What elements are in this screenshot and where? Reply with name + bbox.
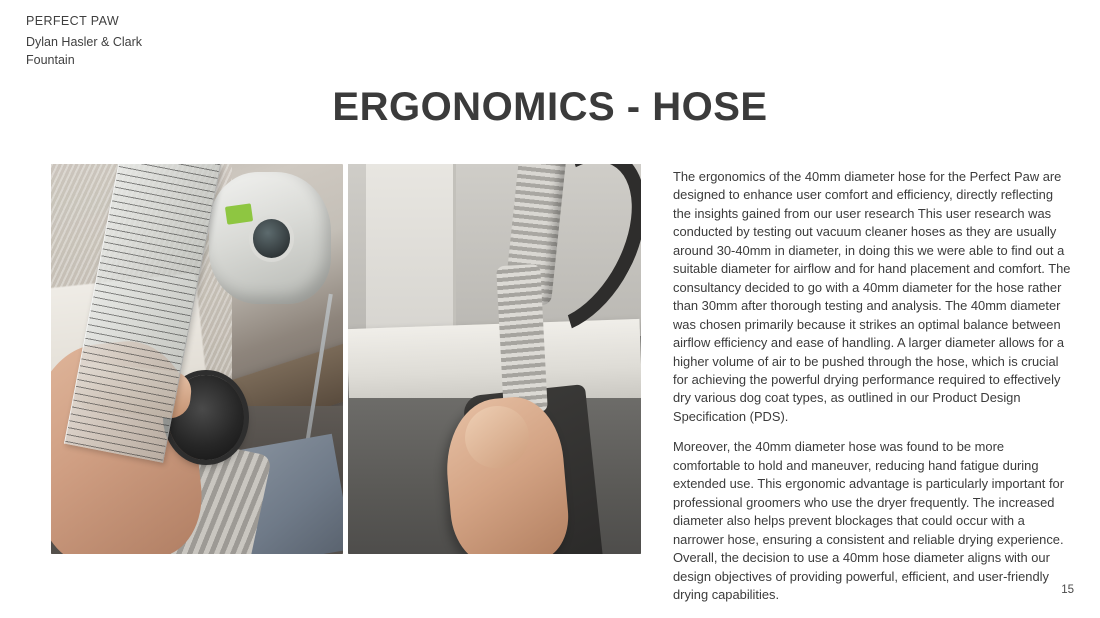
body-copy xyxy=(673,168,1073,604)
page-title: ERGONOMICS - HOSE xyxy=(332,85,768,129)
paragraph-1: The ergonomics of the 40mm diameter hose for the Perfect Paw are designed to enhance user comfort and efficiency, directly reflecting the insights gained from our user research This user research was conducted by testing out vacuum cleaner hoses as they are usually around 30-40mm in diameter, in doing this we were able to find out a suitable diameter for airflow and for hand placement and comfort. The consultancy decided to go with a 40mm diameter for the hose rather than 30mm after thorough testing and analysis. The 40mm diameter was chosen primarily because it strikes an optimal balance between airflow efficiency and ease of handling. A larger diameter allows for a higher volume of air to be pushed through the hose, which is crucial for achieving the powerful drying performance required to effectively dry various dog coat types, as outlined in our Product Design Specification (PDS). xyxy=(673,169,1071,424)
vacuum-port xyxy=(253,219,291,258)
slide-header xyxy=(26,12,356,69)
hose-diameter-measurement-photo xyxy=(51,164,343,554)
paragraph-2: Moreover, the 40mm diameter hose was found to be more comfortable to hold and maneuver, reducing hand fatigue during extended use. This ergonomic advantage is particularly important for professional groomers who use the dryer frequently. The increased diameter also helps prevent blockages that could occur with a narrower hose, ensuring a consistent and reliable drying experience. Overall, the decision to use a 40mm hose diameter aligns with our design objectives of providing powerful, efficient, and user-friendly drying capabilities. xyxy=(673,439,1064,602)
project-name: PERFECT PAW xyxy=(26,14,120,28)
door-panel xyxy=(366,164,457,343)
green-label xyxy=(225,203,253,224)
hose-grip-photo xyxy=(348,164,641,554)
hose-middle-section xyxy=(497,264,549,414)
figure-group xyxy=(51,164,641,554)
page-number: 15 xyxy=(1061,584,1074,596)
authors: Dylan Hasler & Clark Fountain xyxy=(26,34,143,67)
